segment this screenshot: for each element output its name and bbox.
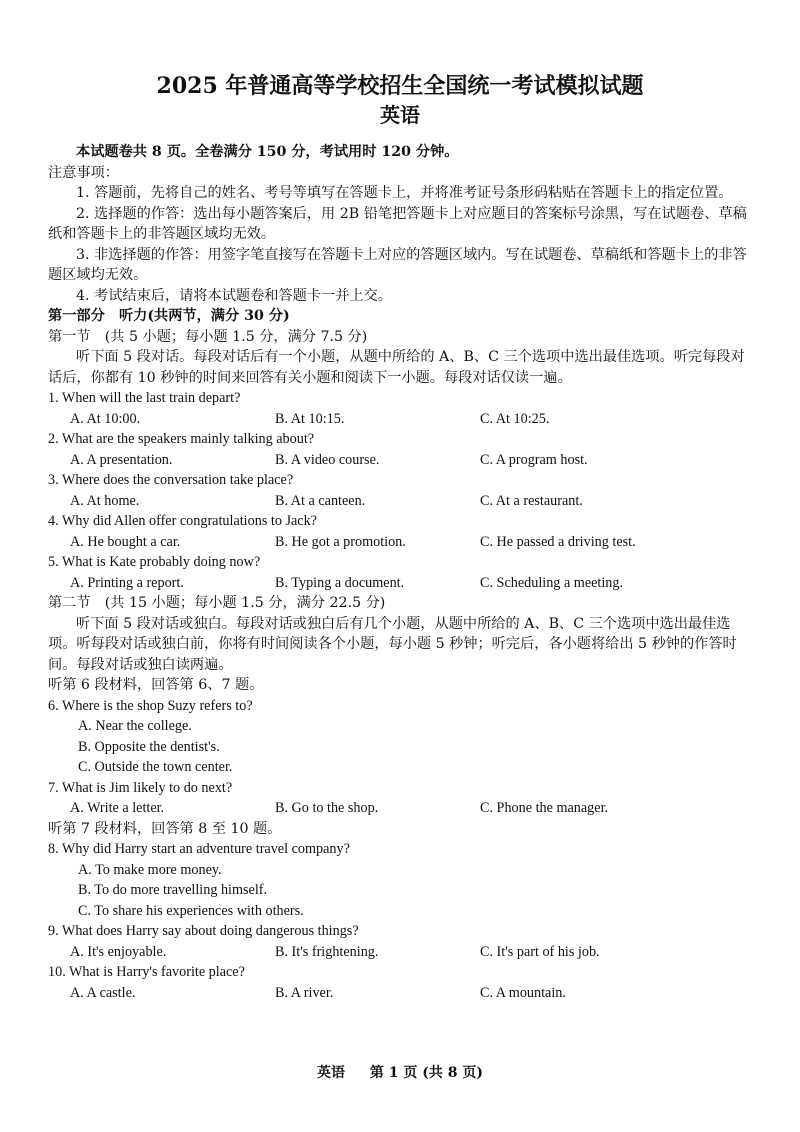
option-c: C. It's part of his job. xyxy=(480,943,600,960)
option-c: C. Scheduling a meeting. xyxy=(480,574,624,591)
exam-title: 2025 年普通高等学校招生全国统一考试模拟试题 xyxy=(156,73,644,99)
option-a: A. Printing a report. xyxy=(70,574,184,591)
note-item: 3. 非选择题的作答：用签字笔直接写在答题卡上对应的答题区域内。写在试题卷、草稿纸和答题卡上的非答题区域均无效。 xyxy=(48,246,747,283)
notes-heading: 注意事项： xyxy=(48,164,119,181)
question-9 xyxy=(48,921,752,962)
option-c: C. A program host. xyxy=(480,451,588,468)
option-c: C. A mountain. xyxy=(480,984,566,1001)
option-b: B. A video course. xyxy=(275,451,380,468)
option-b: B. To do more travelling himself. xyxy=(78,882,268,898)
option-a: A. A presentation. xyxy=(70,451,173,468)
note-item: 4. 考试结束后，请将本试题卷和答题卡一并上交。 xyxy=(76,287,392,304)
option-c: C. Outside the town center. xyxy=(78,759,233,775)
question-stem: 10. What is Harry's favorite place? xyxy=(48,964,245,980)
option-a: A. He bought a car. xyxy=(70,533,181,550)
question-stem: 4. Why did Allen offer congratulations to Jack? xyxy=(48,513,317,529)
footer-subject: 英语 xyxy=(317,1065,345,1081)
option-a: A. Near the college. xyxy=(78,718,192,734)
section1-heading: 第一节 (共 5 小题；每小题 1.5 分，满分 7.5 分) xyxy=(48,328,368,345)
option-c: C. To share his experiences with others. xyxy=(78,902,304,919)
option-b: B. Go to the shop. xyxy=(275,800,379,816)
option-c: C. At a restaurant. xyxy=(480,492,583,509)
question-7 xyxy=(48,778,752,819)
option-a: A. At 10:00. xyxy=(70,410,141,427)
question-5 xyxy=(48,552,752,593)
option-b: B. Opposite the dentist's. xyxy=(78,738,220,755)
option-a: A. To make more money. xyxy=(78,861,222,878)
question-1 xyxy=(48,388,752,429)
option-c: C. At 10:25. xyxy=(480,410,550,427)
question-stem: 7. What is Jim likely to do next? xyxy=(48,779,233,796)
page-footer xyxy=(0,1062,800,1082)
note-item: 1. 答题前，先将自己的姓名、考号等填写在答题卡上，并将准考证号条形码粘贴在答题卡上的指定位置。 xyxy=(76,185,733,201)
question-stem: 2. What are the speakers mainly talking about? xyxy=(48,431,315,447)
option-a: A. At home. xyxy=(70,492,140,509)
option-b: B. At 10:15. xyxy=(275,410,345,427)
question-3 xyxy=(48,470,752,511)
option-b: B. At a canteen. xyxy=(275,492,366,509)
exam-intro: 本试题卷共 8 页。全卷满分 150 分，考试用时 120 分钟。 xyxy=(76,144,459,160)
part1-heading: 第一部分 听力(共两节，满分 30 分) xyxy=(48,308,290,324)
option-c: C. Phone the manager. xyxy=(480,800,609,816)
option-c: C. He passed a driving test. xyxy=(480,533,636,550)
question-8 xyxy=(48,839,752,921)
option-a: A. It's enjoyable. xyxy=(70,943,167,960)
question-stem: 5. What is Kate probably doing now? xyxy=(48,554,261,570)
question-stem: 3. Where does the conversation take place? xyxy=(48,472,294,488)
section2-instructions: 听下面 5 段对话或独白。每段对话或独白后有几个小题，从题中所给的 A、B、C 三个选项中选出最佳选项。听每段对话或独白前，你将有时间阅读各个小题，每小题 5 秒钟；听完后，各小题将给出 5 秒钟的作答时间。每段对话或独白读两遍。 xyxy=(48,615,737,673)
question-10 xyxy=(48,962,752,1003)
section2-heading: 第二节 (共 15 小题；每小题 1.5 分，满分 22.5 分) xyxy=(48,595,386,611)
option-b: B. A river. xyxy=(275,984,334,1001)
question-6 xyxy=(48,696,752,778)
footer-page-number: 第 1 页 (共 8 页) xyxy=(369,1065,483,1081)
option-b: B. He got a promotion. xyxy=(275,533,406,550)
option-b: B. It's frightening. xyxy=(275,943,379,960)
section1-instructions: 听下面 5 段对话。每段对话后有一个小题，从题中所给的 A、B、C 三个选项中选出最佳选项。听完每段对话后，你都有 10 秒钟的时间来回答有关小题和阅读下一小题。每段对话仅读一遍。 xyxy=(48,349,745,386)
question-2 xyxy=(48,429,752,470)
question-stem: 9. What does Harry say about doing dangerous things? xyxy=(48,923,359,939)
question-4 xyxy=(48,511,752,552)
question-stem: 1. When will the last train depart? xyxy=(48,390,241,406)
material-7-label: 听第 7 段材料，回答第 8 至 10 题。 xyxy=(48,820,282,837)
option-b: B. Typing a document. xyxy=(275,574,405,591)
exam-subject: 英语 xyxy=(380,103,420,127)
option-a: A. Write a letter. xyxy=(70,800,165,816)
option-a: A. A castle. xyxy=(70,984,136,1001)
material-6-label: 听第 6 段材料，回答第 6、7 题。 xyxy=(48,677,264,693)
question-stem: 6. Where is the shop Suzy refers to? xyxy=(48,697,253,714)
note-item: 2. 选择题的作答：选出每小题答案后，用 2B 铅笔把答题卡上对应题目的答案标号涂黑，写在试题卷、草稿纸和答题卡上的非答题区域均无效。 xyxy=(48,205,747,242)
question-stem: 8. Why did Harry start an adventure travel company? xyxy=(48,841,350,857)
